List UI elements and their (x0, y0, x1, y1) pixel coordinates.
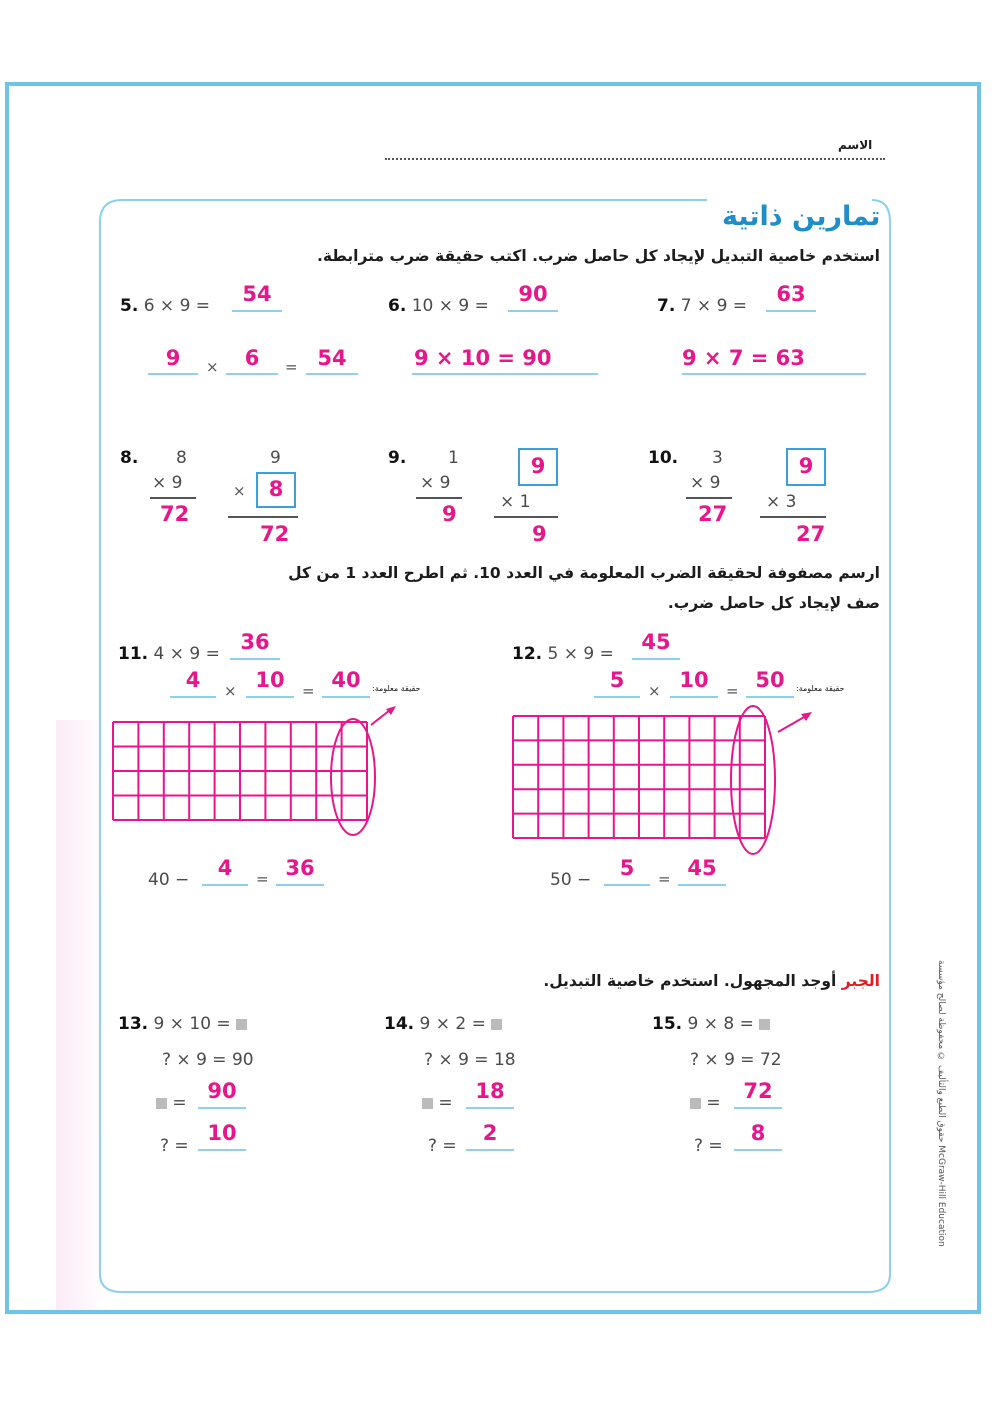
problem-11-fact-b: 10 (255, 668, 285, 692)
problem-10-number: 10. (648, 448, 679, 468)
equals-sign: = (726, 682, 739, 700)
algebra-label: الجبر (841, 972, 880, 990)
problem-14-question-eq: ? = (428, 1136, 457, 1156)
algebra-instruction-text: أوجد المجهول. استخدم خاصية التبديل. (543, 972, 842, 990)
instruction-array-line1: ارسم مصفوفة لحقيقة الضرب المعلومة في العدد 10. ثم اطرح العدد 1 من كل (288, 564, 880, 582)
problem-12-known-fact-label: حقيقة معلومة: (796, 684, 845, 693)
problem-5-fact-a: 9 (165, 346, 181, 370)
problem-15-question-answer: 8 (750, 1121, 766, 1145)
problem-11-known-fact-label: حقيقة معلومة: (372, 684, 421, 693)
problem-14-expression (384, 1014, 502, 1034)
problem-11-fact-c: 40 (331, 668, 361, 692)
problem-6-answer: 90 (518, 282, 548, 306)
problem-9-rule2 (494, 516, 558, 518)
name-line[interactable] (385, 158, 885, 160)
problem-9-multiplier2: × 1 (500, 492, 531, 512)
unknown-square-icon (690, 1098, 701, 1109)
problem-8-top: 8 (176, 448, 187, 468)
problem-7-expression (657, 296, 747, 316)
problem-12-result-line[interactable] (678, 884, 726, 886)
problem-11-expr: 4 × 9 = (153, 644, 220, 664)
times-sign: × (648, 682, 661, 700)
problem-15-square-answer: 72 (743, 1079, 773, 1103)
problem-5-answer: 54 (242, 282, 272, 306)
problem-14-expr: 9 × 2 = (419, 1014, 486, 1034)
problem-12-expr: 5 × 9 = (547, 644, 614, 664)
problem-13-expression (118, 1014, 247, 1034)
problem-9-rule (416, 497, 462, 499)
problem-8-label (120, 448, 138, 468)
problem-12-expression (512, 644, 614, 664)
instruction-commutative: استخدم خاصية التبديل لإيجاد كل حاصل ضرب. اكتب حقيقة ضرب مترابطة. (316, 247, 880, 265)
problem-14-number: 14. (384, 1014, 415, 1034)
problem-12-sub-line[interactable] (604, 884, 650, 886)
problem-12-answer-line[interactable] (632, 658, 680, 660)
problem-15-expression (652, 1014, 770, 1034)
problem-10-rule (686, 497, 732, 499)
problem-15-equation: ? × 9 = 72 (690, 1050, 782, 1070)
problem-9-top: 1 (448, 448, 459, 468)
problem-11-array[interactable] (108, 700, 408, 840)
problem-13-question-line[interactable] (198, 1149, 246, 1151)
problem-13-question-eq: ? = (160, 1136, 189, 1156)
problem-9-box-answer: 9 (530, 454, 546, 478)
problem-5-expression (120, 296, 210, 316)
problem-5-fact-b: 6 (244, 346, 260, 370)
problem-8-answer2: 72 (260, 522, 290, 546)
problem-11-fact-c-line[interactable] (322, 696, 370, 698)
problem-8-box-answer: 8 (268, 477, 284, 501)
problem-5-number: 5. (120, 296, 139, 316)
problem-9-number: 9. (388, 448, 407, 468)
problem-5-fact-c-line[interactable] (306, 373, 358, 375)
problem-6-expr: 10 × 9 = (411, 296, 489, 316)
equals-sign: = (706, 1093, 721, 1113)
problem-14-square-eq (422, 1093, 453, 1113)
name-label: الاسم (838, 138, 873, 152)
problem-13-question-answer: 10 (207, 1121, 237, 1145)
problem-5-expr: 6 × 9 = (143, 296, 211, 316)
problem-13-square-eq (156, 1093, 187, 1113)
problem-8-answer: 72 (160, 502, 190, 526)
problem-5-answer-line[interactable] (232, 310, 282, 312)
problem-11-fact-a-line[interactable] (170, 696, 216, 698)
problem-11-fact-b-line[interactable] (246, 696, 294, 698)
problem-12-sub: 5 (619, 856, 635, 880)
problem-15-question-line[interactable] (734, 1149, 782, 1151)
problem-11-subtraction-start: 40 − (148, 870, 190, 890)
problem-6-expression (388, 296, 489, 316)
problem-10-multiplier: × 9 (690, 473, 721, 493)
problem-11-result: 36 (285, 856, 315, 880)
problem-9-multiplier: × 9 (420, 473, 451, 493)
problem-13-equation: ? × 9 = 90 (162, 1050, 254, 1070)
problem-12-fact-b: 10 (679, 668, 709, 692)
problem-5-fact-b-line[interactable] (226, 373, 278, 375)
problem-6-fact: 9 × 10 = 90 (414, 346, 552, 370)
problem-7-fact: 9 × 7 = 63 (682, 346, 805, 370)
problem-14-question-answer: 2 (482, 1121, 498, 1145)
instruction-algebra (543, 972, 880, 990)
problem-7-number: 7. (657, 296, 676, 316)
problem-13-expr: 9 × 10 = (153, 1014, 231, 1034)
problem-7-expr: 7 × 9 = (680, 296, 748, 316)
problem-12-subtraction-start: 50 − (550, 870, 592, 890)
equals-sign: = (256, 870, 269, 888)
copyright-text: حقوق الطبع والتأليف © محفوظة لصالح مؤسسة McGraw-Hill Education (936, 960, 946, 1247)
problem-9-answer2: 9 (532, 522, 547, 546)
problem-7-answer-line[interactable] (766, 310, 816, 312)
problem-5-fact-a-line[interactable] (148, 373, 198, 375)
times-sign: × (206, 358, 219, 376)
problem-10-box-answer: 9 (798, 454, 814, 478)
equals-sign: = (302, 682, 315, 700)
problem-11-result-line[interactable] (276, 884, 324, 886)
unknown-square-icon (491, 1019, 502, 1030)
problem-6-answer-line[interactable] (508, 310, 558, 312)
problem-12-fact-c: 50 (755, 668, 785, 692)
problem-12-fact-b-line[interactable] (670, 696, 718, 698)
problem-14-question-line[interactable] (466, 1149, 514, 1151)
problem-11-sub-line[interactable] (202, 884, 248, 886)
problem-12-fact-c-line[interactable] (746, 696, 794, 698)
problem-15-question-eq: ? = (694, 1136, 723, 1156)
problem-10-top: 3 (712, 448, 723, 468)
unknown-square-icon (236, 1019, 247, 1030)
equals-sign: = (658, 870, 671, 888)
problem-9-label (388, 448, 406, 468)
problem-12-fact-a-line[interactable] (594, 696, 640, 698)
equals-sign: = (438, 1093, 453, 1113)
problem-11-answer-line[interactable] (230, 658, 280, 660)
times-sign: × (233, 482, 246, 500)
unknown-square-icon (156, 1098, 167, 1109)
section-title: تمارين ذاتية (722, 201, 881, 232)
problem-10-label (648, 448, 678, 468)
problem-15-number: 15. (652, 1014, 683, 1034)
problem-10-answer: 27 (698, 502, 728, 526)
instruction-array-line2: صف لإيجاد كل حاصل ضرب. (667, 594, 880, 612)
problem-12-fact-a: 5 (609, 668, 625, 692)
problem-15-square-line[interactable] (734, 1107, 782, 1109)
problem-12-number: 12. (512, 644, 543, 664)
problem-14-square-line[interactable] (466, 1107, 514, 1109)
problem-10-answer2: 27 (796, 522, 826, 546)
problem-11-sub: 4 (217, 856, 233, 880)
problem-10-rule2 (760, 516, 826, 518)
problem-8-rule (150, 497, 196, 499)
problem-11-fact-a: 4 (185, 668, 201, 692)
problem-11-expression (118, 644, 220, 664)
problem-11-number: 11. (118, 644, 149, 664)
problem-10-multiplier2: × 3 (766, 492, 797, 512)
problem-15-square-eq (690, 1093, 721, 1113)
problem-8-top2: 9 (270, 448, 281, 468)
problem-15-expr: 9 × 8 = (687, 1014, 754, 1034)
problem-7-fact-line[interactable] (682, 373, 866, 375)
equals-sign: = (172, 1093, 187, 1113)
problem-6-fact-line[interactable] (412, 373, 598, 375)
problem-12-array[interactable] (508, 700, 828, 860)
problem-14-equation: ? × 9 = 18 (424, 1050, 516, 1070)
problem-14-square-answer: 18 (475, 1079, 505, 1103)
problem-8-number: 8. (120, 448, 139, 468)
unknown-square-icon (759, 1019, 770, 1030)
problem-9-answer: 9 (442, 502, 457, 526)
equals-sign: = (285, 358, 298, 376)
problem-11-answer: 36 (240, 630, 270, 654)
problem-6-number: 6. (388, 296, 407, 316)
problem-12-answer: 45 (641, 630, 671, 654)
problem-8-rule2 (228, 516, 298, 518)
times-sign: × (224, 682, 237, 700)
problem-8-multiplier: × 9 (152, 473, 183, 493)
problem-13-square-line[interactable] (198, 1107, 246, 1109)
problem-13-number: 13. (118, 1014, 149, 1034)
problem-12-result: 45 (687, 856, 717, 880)
problem-7-answer: 63 (776, 282, 806, 306)
problem-13-square-answer: 90 (207, 1079, 237, 1103)
unknown-square-icon (422, 1098, 433, 1109)
problem-5-fact-c: 54 (317, 346, 347, 370)
